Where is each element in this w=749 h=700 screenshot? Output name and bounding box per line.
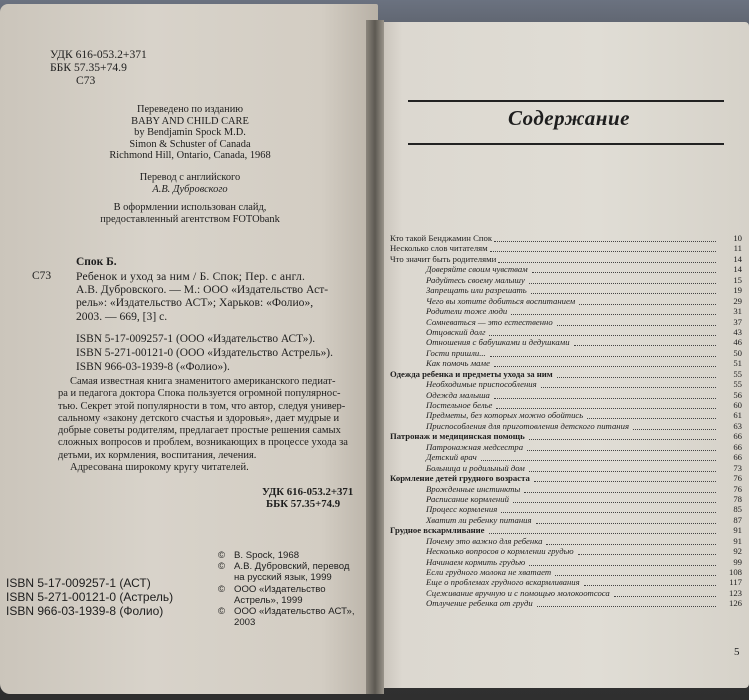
isbn-footer: ISBN 5-17-009257-1 (АСТ) ISBN 5-271-00121-0 (Астрель) ISBN 966-03-1939-8 (Фолио) (6, 576, 174, 619)
toc-entry (390, 358, 742, 368)
biblio-record: Ребенок и уход за ним / Б. Спок; Пер. с англ. А.В. Дубровского. — М.: ООО «Издательство Аст- рель»: «Издательство АСТ»; Харьков: «Фолио», 2003. — 669, [3] с. (76, 270, 329, 323)
toc-entry-page: 14 (733, 264, 742, 275)
toc-entry (390, 484, 742, 494)
design-note: В оформлении использован слайд, предоставленный агентством FOTObank (100, 202, 280, 225)
toc-entry (390, 452, 742, 462)
toc-entry-page: 14 (733, 253, 742, 264)
toc-leader-dots (527, 450, 716, 451)
toc-entry-page: 31 (733, 306, 742, 317)
toc-entry-title: Чего вы хотите добиться воспитанием (426, 295, 576, 306)
toc-entry-title: Постельное белье (426, 400, 493, 410)
toc-entry-page: 73 (733, 462, 742, 473)
toc-entry-page: 91 (733, 535, 742, 546)
toc-entry-title: Одежда малыша (426, 389, 490, 400)
udk-code: УДК 616-053.2+371 (50, 48, 147, 61)
toc-leader-dots (557, 325, 716, 326)
toc-leader-dots (633, 429, 716, 430)
toc-entry-page: 60 (733, 400, 742, 410)
toc-entry (390, 400, 742, 410)
toc-entry (390, 410, 742, 420)
toc-leader-dots (529, 283, 716, 284)
toc-entry-title: Радуйтесь своему малышу (426, 274, 525, 285)
toc-entry-title: Еще о проблемах грудного вскармливания (426, 577, 580, 588)
toc-entry (390, 504, 742, 514)
toc-entry (390, 421, 742, 431)
toc-entry (390, 233, 742, 243)
toc-entry-title: Кто такой Бенджамин Спок (390, 233, 493, 243)
copyright-entry: © B. Spock, 1968 (218, 550, 300, 561)
toc-leader-dots (494, 398, 716, 399)
toc-entry-title: Гости пришли... (426, 347, 486, 358)
toc-entry (390, 577, 742, 587)
toc-entry-title: Процесс кормления (426, 504, 498, 515)
toc-leader-dots (584, 585, 716, 586)
toc-entry-page: 76 (733, 483, 742, 494)
toc-entry (390, 369, 742, 379)
toc-entry (390, 431, 742, 441)
toc-entry-page: 76 (733, 473, 742, 484)
toc-leader-dots (555, 575, 716, 576)
toc-leader-dots (489, 335, 716, 336)
toc-leader-dots (574, 345, 716, 346)
toc-entry-title: Хватит ли ребенку питания (426, 514, 532, 525)
toc-entry-page: 99 (733, 556, 742, 567)
toc-entry-page: 108 (728, 567, 742, 577)
toc-entry (390, 546, 742, 556)
toc-entry (390, 275, 742, 285)
toc-leader-dots (532, 272, 716, 273)
toc-entry-page: 10 (733, 233, 742, 243)
toc-entry-title: Запрещать или разрешать (426, 285, 527, 296)
title-rule-bottom (408, 143, 724, 145)
left-page (0, 4, 378, 694)
toc-entry-title: Врожденные инстинкты (426, 483, 521, 494)
toc-entry-title: Предметы, без которых можно обойтись (426, 410, 584, 421)
toc-entry-page: 61 (733, 410, 742, 421)
toc-entry-page: 66 (733, 431, 742, 442)
toc-entry (390, 463, 742, 473)
classification-repeat: УДК 616-053.2+371 ББК 57.35+74.9 (262, 486, 354, 511)
toc-entry-title: Как помочь маме (426, 358, 490, 369)
toc-entry (390, 494, 742, 504)
copyright-block (218, 550, 355, 628)
toc-entry-page: 126 (728, 598, 742, 609)
table-of-contents (390, 233, 742, 609)
toc-entry-page: 55 (733, 379, 742, 390)
toc-entry-title: Больница и родильный дом (426, 462, 525, 473)
toc-entry-title: Начинаем кормить грудью (426, 556, 526, 567)
toc-leader-dots (587, 418, 716, 419)
toc-entry-title: Патронажная медсестра (426, 441, 524, 452)
toc-leader-dots (531, 293, 716, 294)
toc-leader-dots (490, 356, 716, 357)
toc-entry (390, 536, 742, 546)
toc-entry-page: 85 (733, 504, 742, 515)
toc-entry-page: 55 (733, 368, 742, 379)
toc-entry-page: 19 (733, 285, 742, 296)
toc-entry-title: Несколько слов читателям (390, 243, 488, 254)
toc-leader-dots (579, 304, 716, 305)
toc-entry-title: Если грудного молока не хватает (426, 567, 552, 577)
toc-entry-page: 123 (728, 587, 742, 598)
toc-entry-title: Сцеживание вручную и с помощью молокоотсоса (426, 587, 610, 598)
toc-leader-dots (557, 377, 716, 378)
toc-entry (390, 285, 742, 295)
toc-entry-title: Расписание кормлений (426, 493, 509, 504)
toc-entry (390, 254, 742, 264)
toc-entry (390, 379, 742, 389)
toc-entry-page: 50 (733, 347, 742, 358)
toc-entry-page: 66 (733, 452, 742, 463)
biblio-isbn: ISBN 5-17-009257-1 (ООО «Издательство АСТ»). ISBN 5-271-00121-0 (ООО «Издательство Астрель»). ISBN 966-03-1939-8 («Фолио»). (76, 333, 333, 373)
toc-entry (390, 473, 742, 483)
toc-entry (390, 525, 742, 535)
toc-entry (390, 306, 742, 316)
toc-leader-dots (494, 241, 716, 242)
toc-leader-dots (511, 314, 716, 315)
toc-entry (390, 390, 742, 400)
toc-leader-dots (614, 596, 716, 597)
toc-entry-title: Родители тоже люди (426, 306, 508, 317)
toc-leader-dots (546, 544, 716, 545)
toc-entry-title: Сомневаться — это естественно (426, 316, 553, 327)
annotation: Самая известная книга знаменитого американского педиат- ра и педагога доктора Спока пользуется огромной популярнос- тью. Секрет этой популярности в том, что автор, следуя универ- сальному «закону детского счастья и здоровья», дает мудрые и добрые советы родителям, предлагает простые решения самых сложных вопросов и проблем, возникающих в процессе ухода за детьми, их кормления, воспитания, лечения. Адресована широкому кругу читателей. (58, 376, 348, 474)
toc-entry (390, 337, 742, 347)
toc-leader-dots (498, 262, 716, 263)
toc-leader-dots (529, 565, 716, 566)
toc-entry-title: Детский врач (426, 452, 477, 463)
toc-leader-dots (489, 533, 716, 534)
toc-entry-page: 46 (733, 337, 742, 348)
copyright-entry: © ООО «Издательство Астрель», 1999 (218, 583, 326, 606)
toc-entry-title: Приспособления для приготовления детского питания (426, 420, 629, 431)
toc-entry-page: 63 (733, 420, 742, 431)
classification-codes (50, 48, 147, 88)
toc-leader-dots (536, 523, 716, 524)
toc-entry-page: 37 (733, 316, 742, 327)
toc-entry-title: Необходимые приспособления (426, 379, 537, 390)
toc-entry (390, 442, 742, 452)
toc-entry-page: 51 (733, 358, 742, 369)
toc-leader-dots (496, 408, 716, 409)
toc-leader-dots (490, 251, 716, 252)
toc-leader-dots (541, 387, 716, 388)
toc-leader-dots (529, 439, 716, 440)
copyright-entry: © А.В. Дубровский, перевод на русский язык, 1999 (218, 561, 350, 584)
copyright-entry: © ООО «Издательство АСТ», 2003 (218, 606, 355, 629)
toc-entry (390, 515, 742, 525)
toc-entry-title: Что значит быть родителями (390, 253, 497, 264)
toc-entry-page: 92 (733, 546, 742, 557)
toc-entry-page: 78 (733, 493, 742, 504)
toc-entry-page: 117 (729, 577, 742, 588)
title-rule-top (408, 100, 724, 102)
toc-entry-page: 56 (733, 389, 742, 400)
toc-entry (390, 557, 742, 567)
toc-leader-dots (494, 366, 716, 367)
toc-leader-dots (524, 492, 716, 493)
toc-leader-dots (537, 606, 716, 607)
contents-title: Содержание (508, 106, 630, 130)
toc-entry (390, 598, 742, 608)
toc-entry-title: Отцовский долг (426, 326, 486, 337)
toc-entry-title: Доверяйте своим чувствам (426, 264, 528, 275)
toc-entry (390, 567, 742, 577)
toc-entry-page: 91 (733, 525, 742, 536)
toc-leader-dots (529, 471, 716, 472)
toc-entry (390, 327, 742, 337)
toc-leader-dots (513, 502, 716, 503)
biblio-index: С73 (32, 270, 52, 282)
toc-leader-dots (534, 481, 716, 482)
toc-entry (390, 243, 742, 253)
toc-entry-title: Отлучение ребенка от груди (426, 598, 533, 609)
toc-entry-title: Одежда ребенка и предметы ухода за ним (390, 368, 553, 379)
author-mark: С73 (76, 74, 96, 88)
toc-leader-dots (481, 460, 716, 461)
toc-entry-page: 29 (733, 295, 742, 306)
biblio-author: Спок Б. (76, 256, 117, 268)
translation-note: Переведено по изданию BABY AND CHILD CARE by Bendjamin Spock M.D. Simon & Schuster of Canada Richmond Hill, Ontario, Canada, 1968 (109, 104, 271, 162)
toc-entry (390, 317, 742, 327)
toc-entry-page: 87 (733, 514, 742, 525)
toc-entry-title: Несколько вопросов о кормлении грудью (426, 546, 574, 557)
toc-entry (390, 296, 742, 306)
toc-leader-dots (578, 554, 716, 555)
toc-entry (390, 588, 742, 598)
toc-entry-page: 11 (733, 243, 742, 254)
toc-entry-page: 43 (733, 326, 742, 337)
translator-note: Перевод с английского А.В. Дубровского (139, 172, 241, 195)
toc-entry-title: Грудное вскармливание (390, 525, 485, 536)
toc-entry-title: Отношения с бабушками и дедушками (426, 337, 570, 348)
toc-leader-dots (501, 512, 716, 513)
toc-entry (390, 264, 742, 274)
bbk-code: ББК 57.35+74.9 (50, 61, 127, 75)
toc-entry (390, 348, 742, 358)
toc-entry-page: 15 (733, 274, 742, 285)
toc-entry-page: 66 (733, 441, 742, 452)
toc-entry-title: Кормление детей грудного возраста (390, 473, 530, 484)
book-spine (366, 20, 384, 694)
toc-entry-title: Почему это важно для ребенка (426, 535, 543, 546)
toc-entry-title: Патронаж и медицинская помощь (390, 431, 525, 442)
page-number: 5 (734, 646, 740, 658)
